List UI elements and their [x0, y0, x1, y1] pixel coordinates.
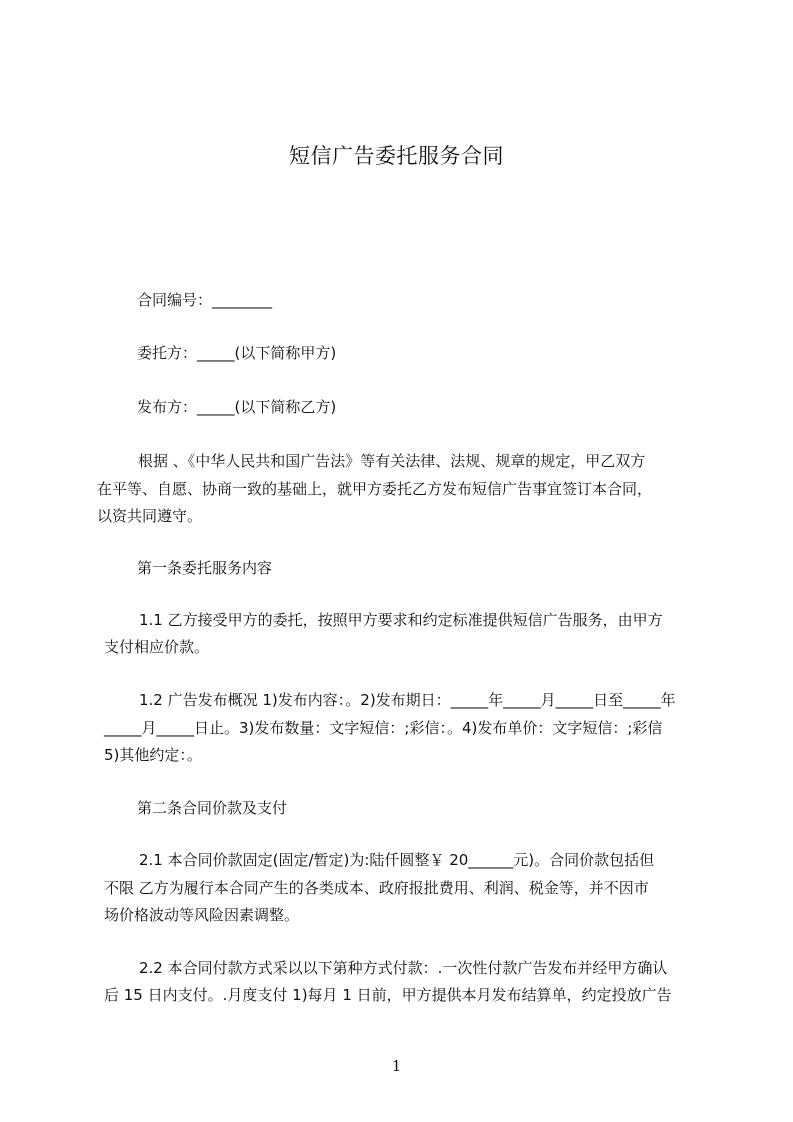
clause-1-1-line-2: 支付相应价款。 — [104, 638, 210, 656]
clause-2-1-line-1: 2.1 本合同价款固定(固定/暂定)为:陆仟圆整￥ 20______元)。合同价款包括但 — [139, 851, 655, 869]
article-1-heading: 第一条委托服务内容 — [137, 559, 273, 577]
clause-1-1-line-1: 1.1 乙方接受甲方的委托，按照甲方要求和约定标准提供短信广告服务，由甲方 — [139, 611, 663, 629]
party-a-field: 委托方：_____(以下简称甲方) — [137, 344, 337, 362]
contract-title: 短信广告委托服务合同 — [289, 144, 504, 168]
clause-2-1-line-3: 场价格波动等风险因素调整。 — [104, 906, 300, 924]
clause-1-2-line-1: 1.2 广告发布概况 1)发布内容：。2)发布期日：_____年_____月_____日至_____年 — [139, 691, 676, 709]
clause-1-2-line-3: 5)其他约定：。 — [104, 746, 202, 764]
clause-1-2-line-2: _____月_____日止。3)发布数量：文字短信：;彩信：。4)发布单价：文字短信：;彩信 — [104, 719, 663, 737]
clause-2-2-line-2: 后 15 日内支付。.月度支付 1)每月 1 日前，甲方提供本月发布结算单，约定投放广告 — [104, 986, 672, 1004]
article-2-heading: 第二条合同价款及支付 — [137, 799, 288, 817]
preamble-line-3: 以资共同遵守。 — [97, 507, 203, 525]
page-number: 1 — [391, 1057, 402, 1075]
party-b-field: 发布方：_____(以下简称乙方) — [137, 398, 337, 416]
preamble-line-2: 在平等、自愿、协商一致的基础上，就甲方委托乙方发布短信广告事宜签订本合同， — [97, 480, 653, 498]
clause-2-2-line-1: 2.2 本合同付款方式采以以下第种方式付款：.一次性付款广告发布并经甲方确认 — [139, 959, 668, 977]
contract-number-field: 合同编号：________ — [137, 291, 273, 309]
clause-2-1-line-2: 不限 乙方为履行本合同产生的各类成本、政府报批费用、利润、税金等，并不因市 — [104, 879, 649, 897]
preamble-line-1: 根据 、《中华人民共和国广告法》等有关法律、法规、规章的规定，甲乙双方 — [138, 452, 646, 470]
